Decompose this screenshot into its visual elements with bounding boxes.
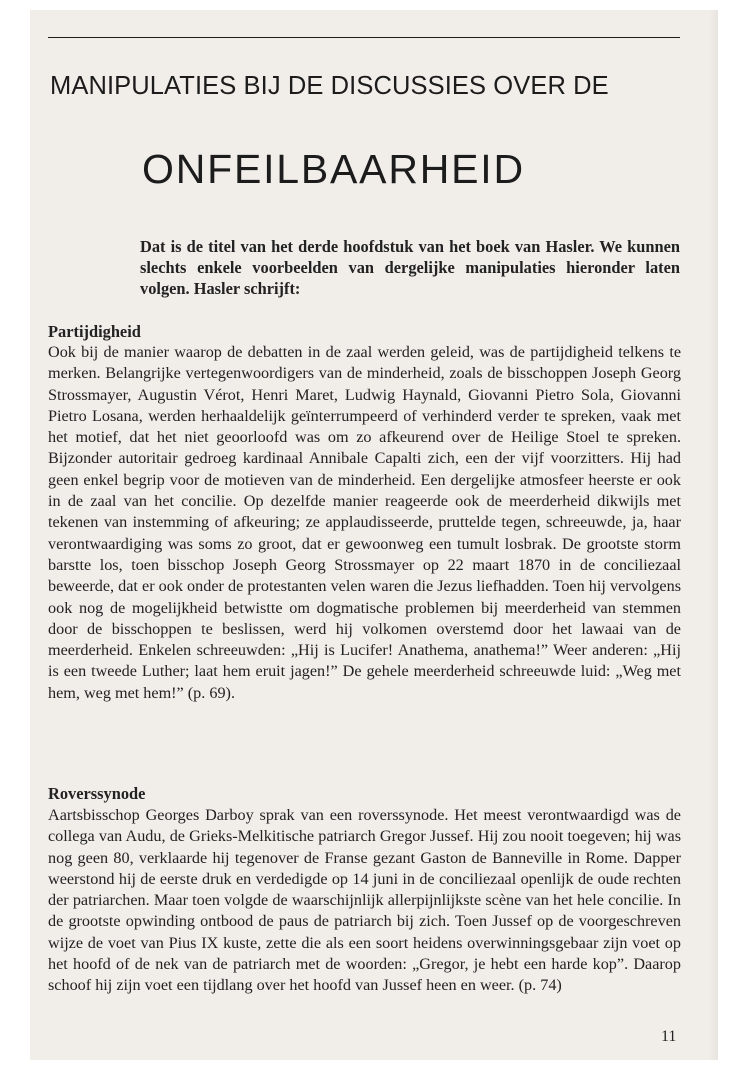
chapter-title-line-1: MANIPULATIES BIJ DE DISCUSSIES OVER DE xyxy=(50,72,609,100)
page-number: 11 xyxy=(661,1028,677,1045)
section-body-roverssynode: Aartsbisschop Georges Darboy sprak van een roverssynode. Het meest verontwaardigd was de collega van Audu, de Grieks-Melkitische patriarch Gregor Jussef. Hij zou nooit toegeven; hij was nog geen 80, verklaarde hij tegenover de Franse gezant Gaston de Banneville in Rome. Dapper weerstond hij de eerste druk en verdedigde op 14 juni in de conciliezaal openlijk de oude rechten der patriarchen. Maar toen volgde de waarschijnlijk allerpijnlijkste scène van het hele concilie. In de grootste opwinding ontbood de paus de patriarch bij zich. Toen Jussef op de voorgeschreven wijze de voet van Pius IX kuste, zette die als een soort heidens overwinningsgebaar zijn voet op het hoofd of de nek van de patriarch met de woorden: „Gregor, je hebt een harde kop”. Daarop schoof hij zijn voet een tijdlang over het hoofd van Jussef heen en weer. (p. 74) xyxy=(48,806,681,995)
section-heading-partijdigheid: Partijdigheid xyxy=(48,322,141,341)
book-page xyxy=(30,10,718,1060)
intro-paragraph: Dat is de titel van het derde hoofdstuk van het boek van Hasler. We kunnen slechts enkele voorbeelden van dergelijke manipulaties hieronder laten volgen. Hasler schrijft: xyxy=(140,237,680,298)
top-rule xyxy=(48,37,680,38)
chapter-title-line-2: ONFEILBAARHEID xyxy=(142,146,525,192)
page-edge-shadow xyxy=(708,10,718,1060)
section-body-partijdigheid: Ook bij de manier waarop de debatten in de zaal werden geleid, was de partijdigheid telkens te merken. Belangrijke vertegenwoordigers van de minderheid, zoals de bisschoppen Joseph Georg Strossmayer, Augustin Vérot, Henri Maret, Ludwig Haynald, Giovanni Pietro Sola, Giovanni Pietro Losana, werden herhaaldelijk geïnterrumpeerd of verhinderd verder te spreken, vaak met het motief, dat het niet geoorloofd was om zo afkeurend over de Heilige Stoel te spreken. Bijzonder autoritair gedroeg kardinaal Annibale Capalti zich, een der vijf voorzitters. Hij had geen enkel begrip voor de motieven van de minderheid. Een dergelijke atmosfeer heerste er ook in de zaal van het concilie. Op dezelfde manier reageerde ook de meerderheid dikwijls met tekenen van instemming of afkeuring; ze applaudisseerde, pruttelde tegen, schreeuwde, ja, haar verontwaardiging was soms zo groot, dat er gewoonweg een tumult losbrak. De grootste storm barstte los, toen bisschop Joseph Georg Strossmayer op 22 maart 1870 in de conciliezaal beweerde, dat er ook onder de protestanten velen waren die Jezus liefhadden. Toen hij vervolgens ook nog de mogelijkheid betwistte om dogmatische problemen bij meerderheid van stemmen door de bisschoppen te beslissen, werd hij volkomen overstemd door het lawaai van de meerderheid. Enkelen schreeuwden: „Hij is Lucifer! Anathema, anathema!” Weer anderen: „Hij is een tweede Luther; laat hem eruit jagen!” De gehele meerderheid schreeuwde luid: „Weg met hem, weg met hem!” (p. 69). xyxy=(48,343,681,702)
section-heading-roverssynode: Roverssynode xyxy=(48,784,146,803)
